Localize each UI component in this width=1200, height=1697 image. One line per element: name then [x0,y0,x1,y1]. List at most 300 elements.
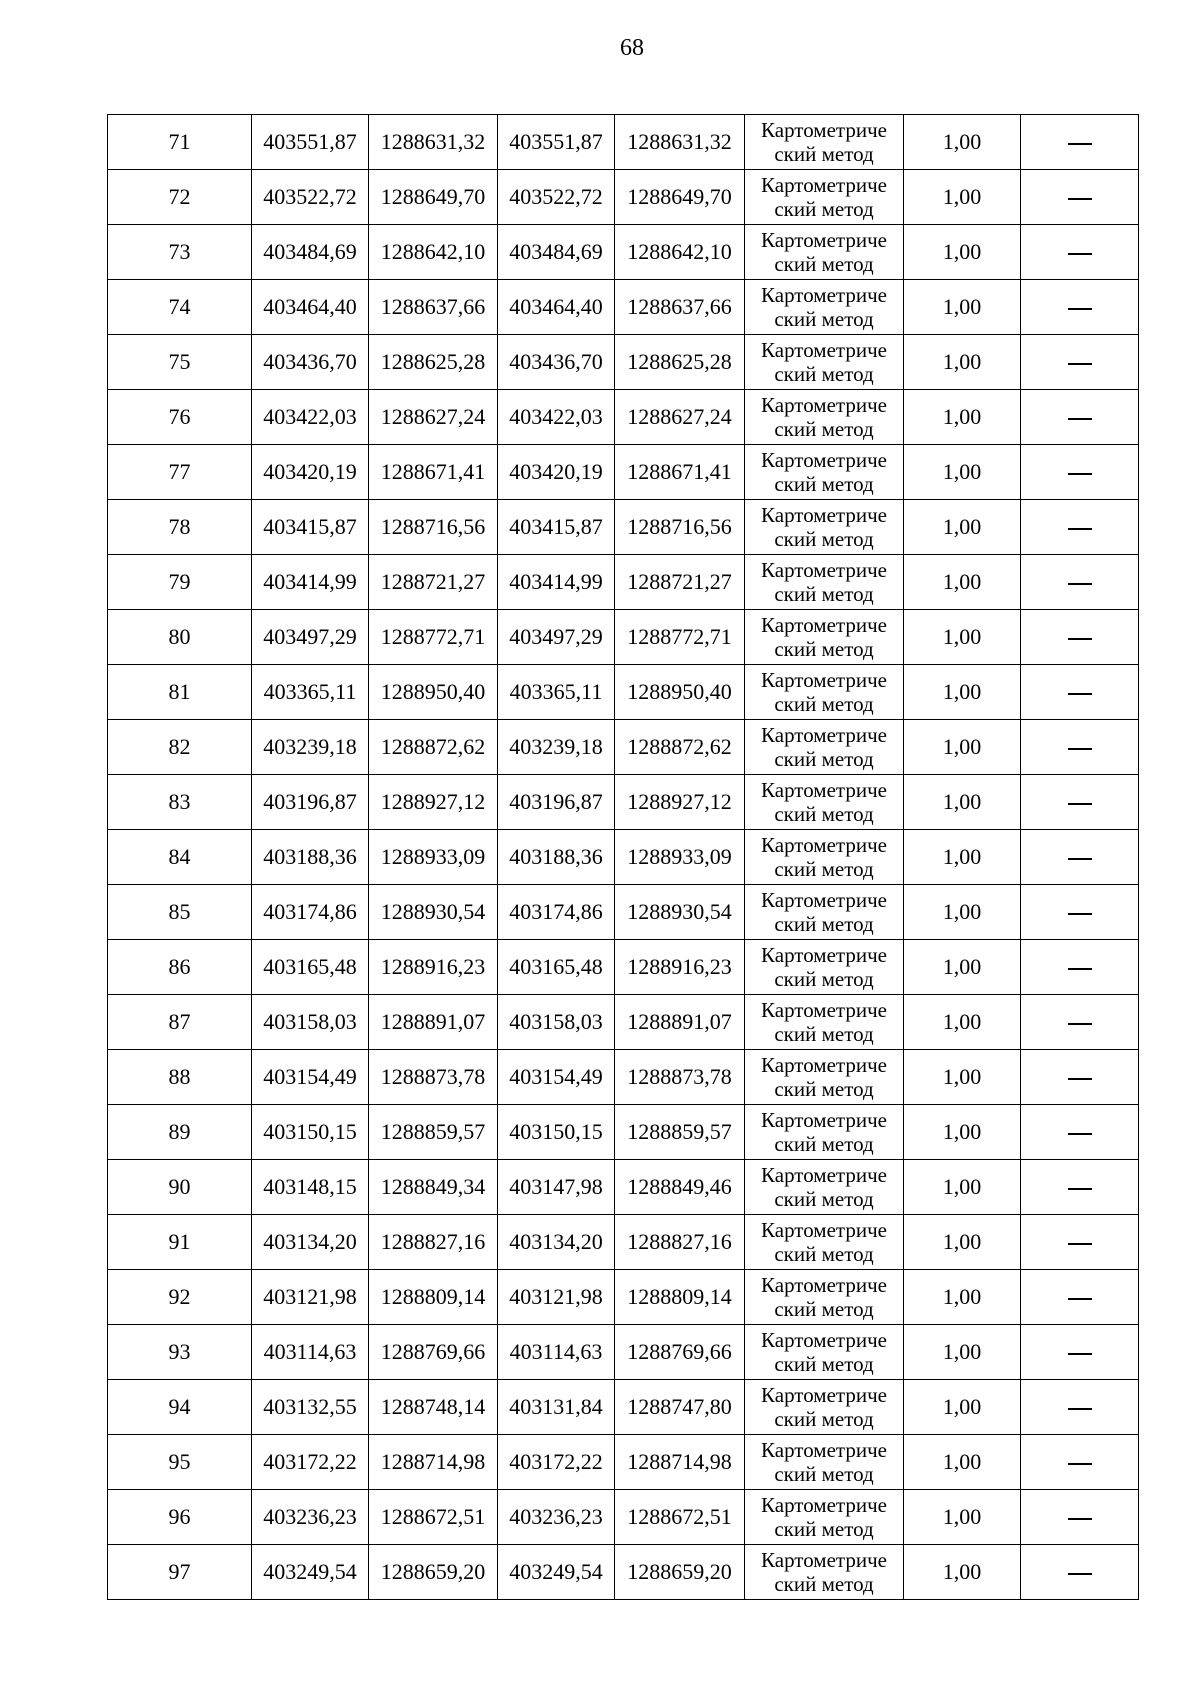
dash-mark [1068,1133,1092,1135]
dash-mark [1068,1353,1092,1355]
dash-mark [1068,968,1092,970]
method-label-line: Картометриче [761,1273,887,1297]
existing-x-cell: 403154,49 [252,1050,369,1105]
note-cell [1021,500,1139,555]
existing-x-cell: 403132,55 [252,1380,369,1435]
existing-x-cell: 403414,99 [252,555,369,610]
existing-y-cell: 1288631,32 [369,115,498,170]
refined-y-cell: 1288714,98 [615,1435,745,1490]
dash-mark [1068,1188,1092,1190]
method-label-line: Картометриче [761,448,887,472]
dash-mark [1068,1408,1092,1410]
method-cell [745,1380,904,1435]
existing-x-cell: 403422,03 [252,390,369,445]
refined-y-cell: 1288631,32 [615,115,745,170]
existing-y-cell: 1288930,54 [369,885,498,940]
refined-y-cell: 1288627,24 [615,390,745,445]
point-number-cell: 97 [108,1545,252,1600]
method-label-line: ский метод [774,1517,874,1541]
method-label-line: Картометриче [761,228,887,252]
dash-mark [1068,528,1092,530]
existing-y-cell: 1288716,56 [369,500,498,555]
method-cell [745,555,904,610]
method-label-line: Картометриче [761,503,887,527]
table-row [108,1325,1139,1380]
refined-y-cell: 1288872,62 [615,720,745,775]
method-cell [745,610,904,665]
method-label-line: ский метод [774,1187,874,1211]
refined-x-cell: 403551,87 [498,115,615,170]
dash-mark [1068,1518,1092,1520]
point-number-cell: 76 [108,390,252,445]
existing-x-cell: 403522,72 [252,170,369,225]
note-cell [1021,555,1139,610]
dash-mark [1068,638,1092,640]
dash-mark [1068,858,1092,860]
refined-y-cell: 1288772,71 [615,610,745,665]
existing-y-cell: 1288849,34 [369,1160,498,1215]
refined-y-cell: 1288891,07 [615,995,745,1050]
table-row [108,1490,1139,1545]
existing-y-cell: 1288714,98 [369,1435,498,1490]
refined-x-cell: 403415,87 [498,500,615,555]
table-row [108,335,1139,390]
method-cell [745,665,904,720]
existing-y-cell: 1288659,20 [369,1545,498,1600]
method-label-line: Картометриче [761,1548,887,1572]
method-label-line: Картометриче [761,998,887,1022]
note-cell [1021,390,1139,445]
refined-x-cell: 403522,72 [498,170,615,225]
method-label-line: ский метод [774,307,874,331]
note-cell [1021,280,1139,335]
point-number-cell: 81 [108,665,252,720]
refined-x-cell: 403414,99 [498,555,615,610]
refined-x-cell: 403239,18 [498,720,615,775]
accuracy-cell: 1,00 [904,665,1021,720]
dash-mark [1068,748,1092,750]
point-number-cell: 74 [108,280,252,335]
existing-y-cell: 1288809,14 [369,1270,498,1325]
note-cell [1021,1160,1139,1215]
point-number-cell: 94 [108,1380,252,1435]
point-number-cell: 85 [108,885,252,940]
method-cell [745,115,904,170]
point-number-cell: 90 [108,1160,252,1215]
method-label-line: Картометриче [761,118,887,142]
accuracy-cell: 1,00 [904,1380,1021,1435]
accuracy-cell: 1,00 [904,445,1021,500]
existing-y-cell: 1288769,66 [369,1325,498,1380]
existing-x-cell: 403172,22 [252,1435,369,1490]
note-cell [1021,665,1139,720]
refined-y-cell: 1288809,14 [615,1270,745,1325]
point-number-cell: 91 [108,1215,252,1270]
refined-y-cell: 1288916,23 [615,940,745,995]
note-cell [1021,1490,1139,1545]
note-cell [1021,610,1139,665]
method-label-line: Картометриче [761,888,887,912]
table-row [108,995,1139,1050]
method-label-line: ский метод [774,362,874,386]
method-label-line: ский метод [774,252,874,276]
existing-y-cell: 1288721,27 [369,555,498,610]
existing-x-cell: 403365,11 [252,665,369,720]
refined-y-cell: 1288637,66 [615,280,745,335]
refined-x-cell: 403114,63 [498,1325,615,1380]
dash-mark [1068,198,1092,200]
method-label-line: ский метод [774,1407,874,1431]
note-cell [1021,995,1139,1050]
accuracy-cell: 1,00 [904,500,1021,555]
note-cell [1021,940,1139,995]
method-label-line: Картометриче [761,338,887,362]
refined-x-cell: 403134,20 [498,1215,615,1270]
refined-y-cell: 1288769,66 [615,1325,745,1380]
existing-y-cell: 1288891,07 [369,995,498,1050]
existing-y-cell: 1288933,09 [369,830,498,885]
coordinates-table [107,114,1139,1600]
dash-mark [1068,803,1092,805]
existing-y-cell: 1288627,24 [369,390,498,445]
note-cell [1021,445,1139,500]
accuracy-cell: 1,00 [904,1215,1021,1270]
method-label-line: Картометриче [761,1163,887,1187]
point-number-cell: 88 [108,1050,252,1105]
existing-x-cell: 403551,87 [252,115,369,170]
method-label-line: ский метод [774,747,874,771]
existing-x-cell: 403165,48 [252,940,369,995]
point-number-cell: 84 [108,830,252,885]
table-row [108,665,1139,720]
method-cell [745,390,904,445]
point-number-cell: 79 [108,555,252,610]
existing-y-cell: 1288642,10 [369,225,498,280]
accuracy-cell: 1,00 [904,280,1021,335]
table-row [108,610,1139,665]
dash-mark [1068,1023,1092,1025]
method-label-line: ский метод [774,1352,874,1376]
existing-x-cell: 403134,20 [252,1215,369,1270]
method-cell [745,225,904,280]
method-cell [745,885,904,940]
refined-x-cell: 403147,98 [498,1160,615,1215]
page-number: 68 [620,35,644,61]
table-row [108,500,1139,555]
method-cell [745,1325,904,1380]
accuracy-cell: 1,00 [904,830,1021,885]
refined-y-cell: 1288672,51 [615,1490,745,1545]
refined-x-cell: 403154,49 [498,1050,615,1105]
method-label-line: ский метод [774,527,874,551]
refined-y-cell: 1288873,78 [615,1050,745,1105]
existing-y-cell: 1288873,78 [369,1050,498,1105]
refined-y-cell: 1288933,09 [615,830,745,885]
existing-y-cell: 1288637,66 [369,280,498,335]
existing-x-cell: 403236,23 [252,1490,369,1545]
accuracy-cell: 1,00 [904,720,1021,775]
table-row [108,1545,1139,1600]
refined-y-cell: 1288659,20 [615,1545,745,1600]
dash-mark [1068,693,1092,695]
point-number-cell: 77 [108,445,252,500]
method-cell [745,1490,904,1545]
method-label-line: Картометриче [761,173,887,197]
method-label-line: Картометриче [761,283,887,307]
table-row [108,775,1139,830]
point-number-cell: 87 [108,995,252,1050]
refined-x-cell: 403172,22 [498,1435,615,1490]
existing-y-cell: 1288927,12 [369,775,498,830]
accuracy-cell: 1,00 [904,335,1021,390]
note-cell [1021,775,1139,830]
table-row [108,940,1139,995]
method-label-line: Картометриче [761,1383,887,1407]
note-cell [1021,170,1139,225]
accuracy-cell: 1,00 [904,1270,1021,1325]
dash-mark [1068,1078,1092,1080]
method-cell [745,170,904,225]
method-cell [745,280,904,335]
existing-y-cell: 1288950,40 [369,665,498,720]
method-cell [745,1050,904,1105]
existing-x-cell: 403249,54 [252,1545,369,1600]
dash-mark [1068,363,1092,365]
existing-y-cell: 1288916,23 [369,940,498,995]
existing-x-cell: 403148,15 [252,1160,369,1215]
accuracy-cell: 1,00 [904,1435,1021,1490]
method-label-line: Картометриче [761,943,887,967]
existing-y-cell: 1288772,71 [369,610,498,665]
method-label-line: ский метод [774,1077,874,1101]
accuracy-cell: 1,00 [904,1105,1021,1160]
note-cell [1021,1380,1139,1435]
method-label-line: ский метод [774,1022,874,1046]
method-label-line: ский метод [774,197,874,221]
existing-y-cell: 1288625,28 [369,335,498,390]
refined-x-cell: 403196,87 [498,775,615,830]
refined-y-cell: 1288625,28 [615,335,745,390]
dash-mark [1068,143,1092,145]
refined-x-cell: 403158,03 [498,995,615,1050]
refined-x-cell: 403436,70 [498,335,615,390]
accuracy-cell: 1,00 [904,1160,1021,1215]
note-cell [1021,115,1139,170]
method-label-line: ский метод [774,802,874,826]
existing-x-cell: 403174,86 [252,885,369,940]
method-cell [745,720,904,775]
existing-x-cell: 403150,15 [252,1105,369,1160]
refined-x-cell: 403249,54 [498,1545,615,1600]
point-number-cell: 71 [108,115,252,170]
method-label-line: Картометриче [761,833,887,857]
accuracy-cell: 1,00 [904,610,1021,665]
method-label-line: Картометриче [761,1218,887,1242]
refined-x-cell: 403236,23 [498,1490,615,1545]
existing-y-cell: 1288649,70 [369,170,498,225]
method-label-line: ский метод [774,582,874,606]
table-row [108,1050,1139,1105]
accuracy-cell: 1,00 [904,170,1021,225]
refined-y-cell: 1288930,54 [615,885,745,940]
table-row [108,830,1139,885]
refined-x-cell: 403131,84 [498,1380,615,1435]
existing-x-cell: 403420,19 [252,445,369,500]
method-label-line: ский метод [774,1572,874,1596]
accuracy-cell: 1,00 [904,115,1021,170]
method-label-line: Картометриче [761,1438,887,1462]
point-number-cell: 95 [108,1435,252,1490]
existing-x-cell: 403121,98 [252,1270,369,1325]
method-label-line: Картометриче [761,1053,887,1077]
accuracy-cell: 1,00 [904,940,1021,995]
method-label-line: ский метод [774,1297,874,1321]
note-cell [1021,1545,1139,1600]
refined-y-cell: 1288716,56 [615,500,745,555]
table-row [108,390,1139,445]
method-label-line: ский метод [774,472,874,496]
existing-y-cell: 1288827,16 [369,1215,498,1270]
method-label-line: ский метод [774,692,874,716]
method-cell [745,1435,904,1490]
method-cell [745,1545,904,1600]
note-cell [1021,335,1139,390]
existing-x-cell: 403464,40 [252,280,369,335]
refined-x-cell: 403422,03 [498,390,615,445]
note-cell [1021,225,1139,280]
method-label-line: ский метод [774,912,874,936]
dash-mark [1068,473,1092,475]
existing-y-cell: 1288672,51 [369,1490,498,1545]
method-cell [745,830,904,885]
point-number-cell: 82 [108,720,252,775]
dash-mark [1068,1463,1092,1465]
table-row [108,1380,1139,1435]
table-row [108,1160,1139,1215]
accuracy-cell: 1,00 [904,555,1021,610]
table-row [108,225,1139,280]
table-row [108,720,1139,775]
refined-y-cell: 1288649,70 [615,170,745,225]
refined-y-cell: 1288642,10 [615,225,745,280]
existing-x-cell: 403415,87 [252,500,369,555]
existing-x-cell: 403188,36 [252,830,369,885]
point-number-cell: 92 [108,1270,252,1325]
accuracy-cell: 1,00 [904,1545,1021,1600]
accuracy-cell: 1,00 [904,225,1021,280]
method-cell [745,1270,904,1325]
dash-mark [1068,1573,1092,1575]
table-row [108,115,1139,170]
method-cell [745,445,904,500]
point-number-cell: 96 [108,1490,252,1545]
table-row [108,1215,1139,1270]
refined-y-cell: 1288849,46 [615,1160,745,1215]
method-label-line: Картометриче [761,1493,887,1517]
refined-x-cell: 403188,36 [498,830,615,885]
accuracy-cell: 1,00 [904,995,1021,1050]
refined-x-cell: 403484,69 [498,225,615,280]
refined-x-cell: 403497,29 [498,610,615,665]
table-row [108,885,1139,940]
method-label-line: ский метод [774,142,874,166]
accuracy-cell: 1,00 [904,1325,1021,1380]
existing-x-cell: 403484,69 [252,225,369,280]
method-label-line: Картометриче [761,668,887,692]
existing-x-cell: 403114,63 [252,1325,369,1380]
method-label-line: ский метод [774,1462,874,1486]
table-row [108,445,1139,500]
refined-x-cell: 403420,19 [498,445,615,500]
method-label-line: ский метод [774,637,874,661]
method-label-line: ский метод [774,967,874,991]
dash-mark [1068,1243,1092,1245]
method-cell [745,500,904,555]
existing-y-cell: 1288872,62 [369,720,498,775]
note-cell [1021,1050,1139,1105]
point-number-cell: 73 [108,225,252,280]
note-cell [1021,830,1139,885]
accuracy-cell: 1,00 [904,1490,1021,1545]
note-cell [1021,1435,1139,1490]
note-cell [1021,1270,1139,1325]
point-number-cell: 75 [108,335,252,390]
refined-y-cell: 1288671,41 [615,445,745,500]
dash-mark [1068,1298,1092,1300]
method-cell [745,1215,904,1270]
method-label-line: Картометриче [761,723,887,747]
existing-x-cell: 403436,70 [252,335,369,390]
existing-x-cell: 403239,18 [252,720,369,775]
method-label-line: Картометриче [761,558,887,582]
refined-x-cell: 403165,48 [498,940,615,995]
table-row [108,1435,1139,1490]
point-number-cell: 78 [108,500,252,555]
table-row [108,170,1139,225]
existing-y-cell: 1288671,41 [369,445,498,500]
coordinates-table-body [108,115,1139,1600]
dash-mark [1068,418,1092,420]
method-cell [745,335,904,390]
existing-y-cell: 1288859,57 [369,1105,498,1160]
dash-mark [1068,583,1092,585]
accuracy-cell: 1,00 [904,1050,1021,1105]
refined-x-cell: 403121,98 [498,1270,615,1325]
refined-y-cell: 1288827,16 [615,1215,745,1270]
refined-y-cell: 1288721,27 [615,555,745,610]
dash-mark [1068,913,1092,915]
table-row [108,1105,1139,1160]
refined-y-cell: 1288927,12 [615,775,745,830]
accuracy-cell: 1,00 [904,775,1021,830]
point-number-cell: 89 [108,1105,252,1160]
note-cell [1021,1215,1139,1270]
existing-x-cell: 403158,03 [252,995,369,1050]
point-number-cell: 80 [108,610,252,665]
existing-x-cell: 403497,29 [252,610,369,665]
method-cell [745,1105,904,1160]
point-number-cell: 86 [108,940,252,995]
method-cell [745,995,904,1050]
existing-x-cell: 403196,87 [252,775,369,830]
table-row [108,280,1139,335]
refined-x-cell: 403365,11 [498,665,615,720]
existing-y-cell: 1288748,14 [369,1380,498,1435]
refined-x-cell: 403464,40 [498,280,615,335]
refined-x-cell: 403150,15 [498,1105,615,1160]
accuracy-cell: 1,00 [904,390,1021,445]
method-label-line: Картометриче [761,613,887,637]
